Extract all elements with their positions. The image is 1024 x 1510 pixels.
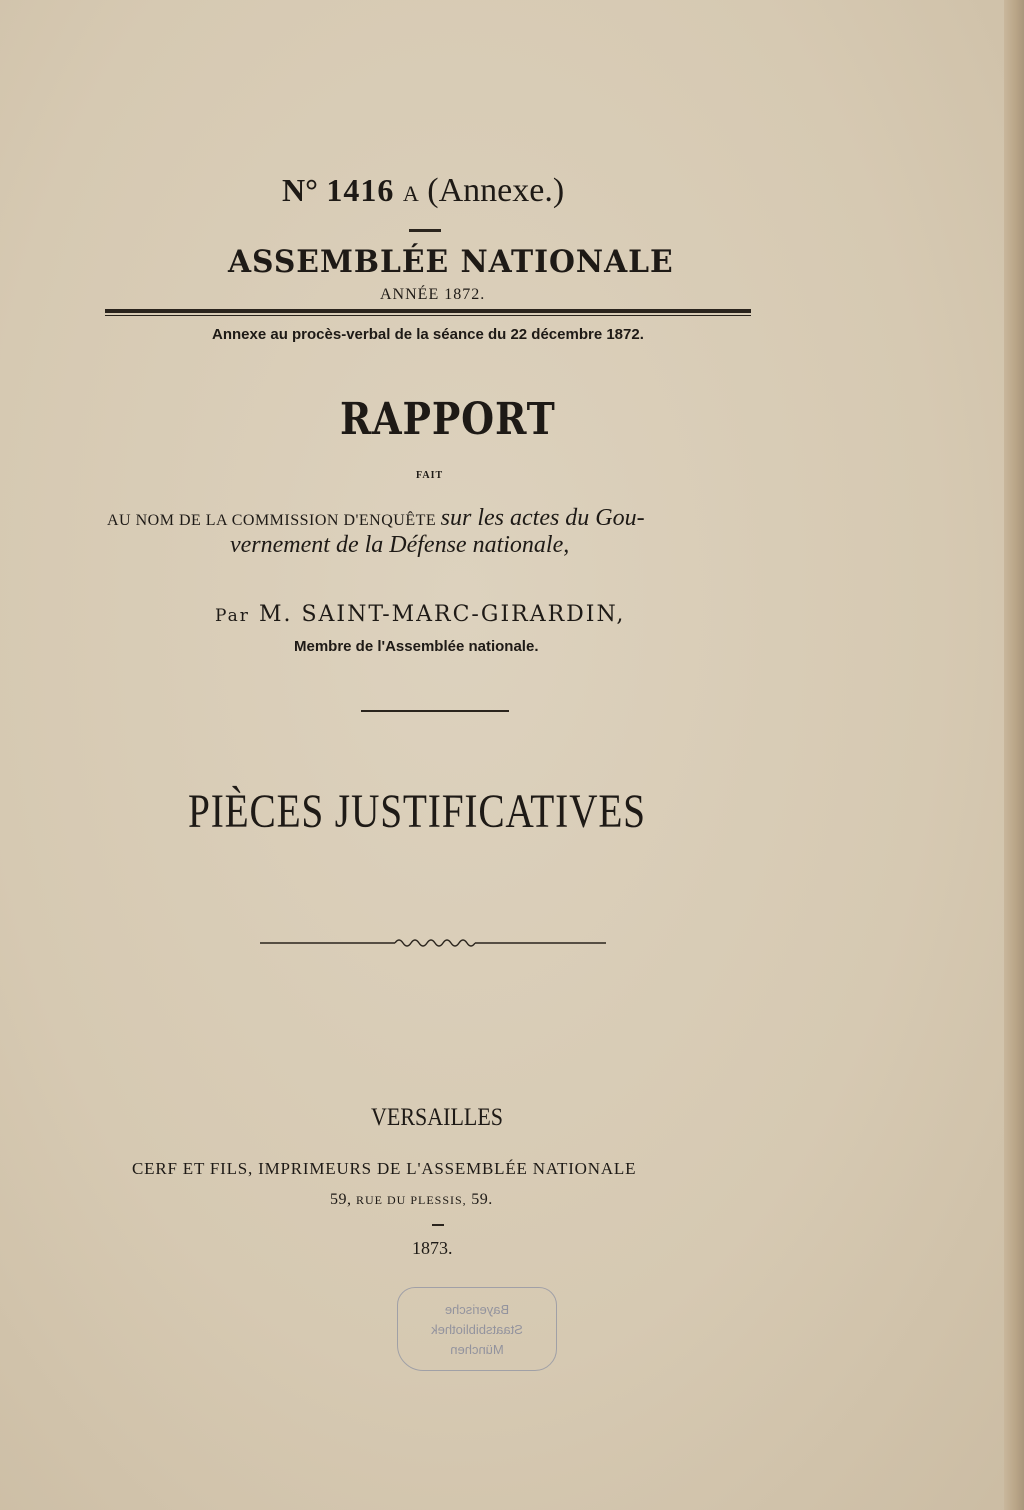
commission-line-1 bbox=[107, 505, 645, 532]
commission-line-2: vernement de la Défense nationale, bbox=[230, 532, 570, 558]
imprint-address bbox=[330, 1191, 493, 1209]
assembly-year: ANNÉE 1872. bbox=[380, 286, 486, 303]
stamp-line-2: Staatsbibliothek bbox=[431, 1322, 523, 1337]
author-name: M. SAINT-MARC-GIRARDIN, bbox=[258, 602, 626, 627]
library-stamp bbox=[397, 1287, 557, 1371]
address-number-1: 59, bbox=[330, 1191, 352, 1208]
document-number bbox=[282, 172, 564, 210]
double-rule bbox=[105, 309, 751, 316]
annex-line: Annexe au procès-verbal de la séance du 22 décembre 1872. bbox=[212, 326, 644, 343]
short-rule-top bbox=[409, 229, 441, 232]
annex-label: (Annexe.) bbox=[427, 172, 565, 209]
assembly-name: ASSEMBLÉE NATIONALE bbox=[228, 244, 674, 280]
commission-italic-1: sur les actes du Gou- bbox=[440, 505, 645, 531]
report-title: RAPPORT bbox=[340, 394, 556, 445]
stamp-line-3: München bbox=[450, 1342, 504, 1357]
page-edge bbox=[1004, 0, 1024, 1510]
number-suffix: A bbox=[402, 181, 419, 206]
imprint-city: VERSAILLES bbox=[371, 1104, 503, 1131]
commission-lead: AU NOM DE LA COMMISSION D'ENQUÊTE bbox=[107, 512, 437, 529]
address-street: RUE DU PLESSIS, bbox=[356, 1193, 467, 1207]
author-par: Par bbox=[215, 606, 250, 626]
separator-rule bbox=[361, 710, 509, 712]
stamp-line-1: Bayerische bbox=[444, 1302, 510, 1317]
number-value: 1416 bbox=[326, 172, 395, 208]
address-number-2: 59. bbox=[471, 1191, 493, 1208]
short-rule-bottom bbox=[432, 1224, 444, 1226]
number-prefix: N° bbox=[282, 172, 318, 208]
imprint-printer: CERF ET FILS, IMPRIMEURS DE L'ASSEMBLÉE NATIONALE bbox=[132, 1159, 637, 1178]
ornamental-rule bbox=[260, 936, 606, 950]
fait-label: FAIT bbox=[416, 470, 444, 481]
section-title: PIÈCES JUSTIFICATIVES bbox=[188, 785, 646, 838]
imprint-year: 1873. bbox=[412, 1238, 453, 1258]
author-role: Membre de l'Assemblée nationale. bbox=[294, 638, 539, 655]
author-line bbox=[215, 602, 625, 627]
